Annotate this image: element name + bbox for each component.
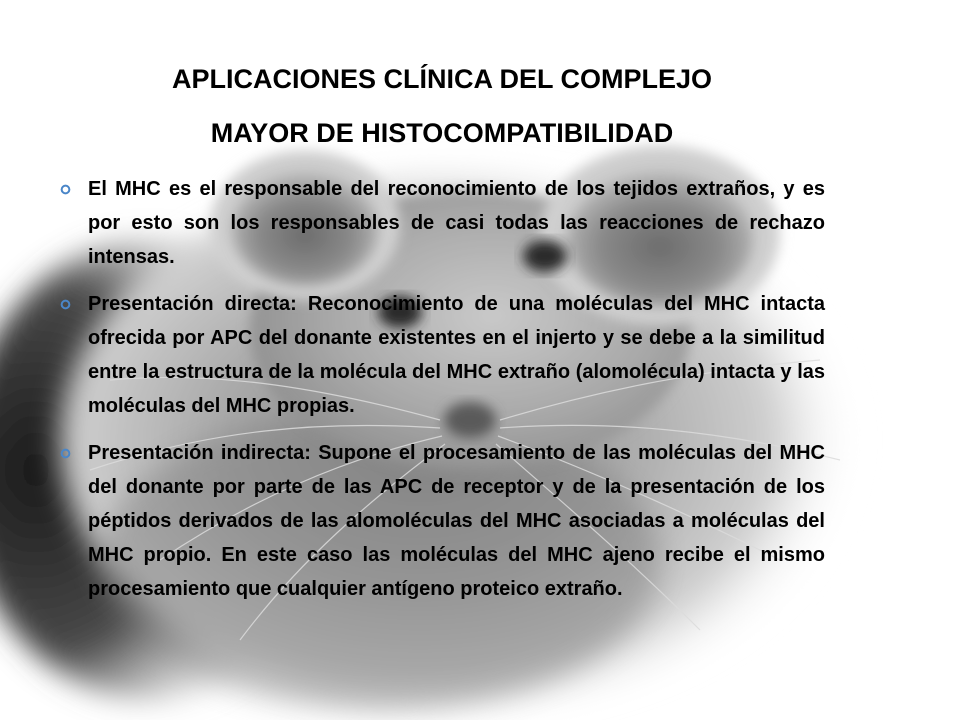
ring-bullet-icon xyxy=(60,299,71,310)
ring-bullet-icon xyxy=(60,448,71,459)
bullet-text: Presentación directa: Reconocimiento de una moléculas del MHC intacta ofrecida por APC del donante existentes en el injerto y se debe a la similitud entre la estructura de la molécula del MHC extraño (alomolécula) intacta y las moléculas del MHC propias. xyxy=(88,293,825,417)
bullet-list xyxy=(60,172,825,619)
bullet-item xyxy=(60,287,825,423)
bullet-text: Presentación indirecta: Supone el procesamiento de las moléculas del MHC del donante por parte de las APC de receptor y de la presentación de los péptidos derivados de las alomoléculas del MHC asociadas a moléculas del MHC propio. En este caso las moléculas del MHC ajeno recibe el mismo procesamiento que cualquier antígeno proteico extraño. xyxy=(88,442,825,600)
ring-bullet-icon xyxy=(60,184,71,195)
slide-title: APLICACIONES CLÍNICA DEL COMPLEJO MAYOR DE HISTOCOMPATIBILIDAD xyxy=(171,64,713,148)
bullet-item xyxy=(60,436,825,606)
bullet-text: El MHC es el responsable del reconocimiento de los tejidos extraños, y es por esto son los responsables de casi todas las reacciones de rechazo intensas. xyxy=(88,178,825,268)
bullet-item xyxy=(60,172,825,274)
